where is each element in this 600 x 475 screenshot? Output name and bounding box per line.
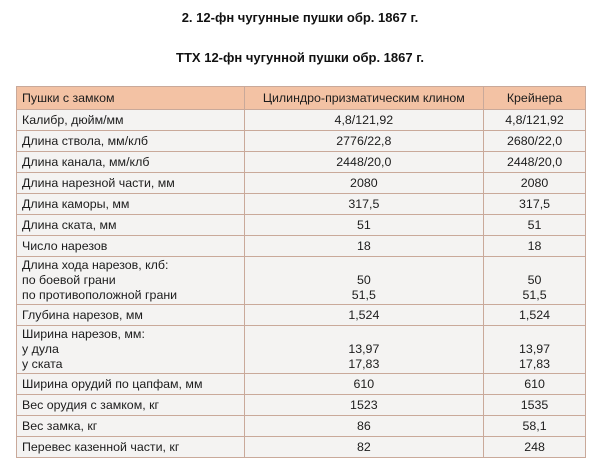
- cell-text: [250, 327, 479, 342]
- cell-text: 2448/20,0: [336, 154, 392, 169]
- cell-text: 1535: [520, 397, 549, 412]
- wedge-value-cell: [244, 374, 484, 395]
- kreiner-value-cell: [484, 437, 586, 458]
- wedge-value-cell: [244, 110, 484, 131]
- cell-text: Вес замка, кг: [22, 418, 98, 433]
- cell-text: Глубина нарезов, мм: [22, 307, 143, 322]
- cell-text: Длина ствола, мм/клб: [22, 133, 149, 148]
- cell-text: 51,5: [522, 288, 547, 302]
- row-label-cell: [17, 416, 245, 437]
- row-label-cell: [17, 374, 245, 395]
- cell-text: 17,83: [519, 357, 551, 371]
- row-label-cell: [17, 131, 245, 152]
- wedge-value-cell: [244, 194, 484, 215]
- cell-text: 4,8/121,92: [505, 112, 564, 127]
- cell-text: 1,524: [519, 307, 551, 322]
- wedge-value-cell: [244, 326, 484, 374]
- cell-text: 51,5: [351, 288, 376, 302]
- cell-text: 2080: [350, 175, 378, 190]
- cell-text: Перевес казенной части, кг: [22, 439, 180, 454]
- kreiner-value-cell: [484, 305, 586, 326]
- header-cell-wedge-breech: Цилиндро-призматическим клином: [244, 87, 484, 110]
- page-title: 2. 12-фн чугунные пушки обр. 1867 г.: [181, 10, 419, 25]
- table-row: [17, 395, 586, 416]
- row-label-cell: [17, 257, 245, 305]
- cell-text: 317,5: [348, 196, 380, 211]
- kreiner-value-cell: [484, 194, 586, 215]
- row-label-cell: [17, 437, 245, 458]
- table-row: [17, 437, 586, 458]
- table-row: [17, 326, 586, 374]
- cell-text: 58,1: [522, 418, 547, 433]
- table-row: [17, 131, 586, 152]
- row-label-cell: [17, 236, 245, 257]
- kreiner-value-cell: [484, 395, 586, 416]
- table-row: [17, 215, 586, 236]
- table-row: [17, 305, 586, 326]
- kreiner-value-cell: [484, 173, 586, 194]
- cell-text: 13,97: [519, 342, 551, 356]
- table-row: [17, 152, 586, 173]
- cell-text: 2776/22,8: [336, 133, 392, 148]
- cell-text: по противоположной грани: [22, 288, 178, 302]
- row-label-cell: [17, 395, 245, 416]
- cell-text: 18: [356, 238, 371, 253]
- row-label-cell: [17, 326, 245, 374]
- cell-text: [489, 327, 580, 342]
- table-title: ТТХ 12-фн чугунной пушки обр. 1867 г.: [176, 50, 424, 65]
- wedge-value-cell: [244, 416, 484, 437]
- cell-text: 248: [524, 439, 545, 454]
- wedge-value-cell: [244, 257, 484, 305]
- kreiner-value-cell: [484, 374, 586, 395]
- cell-text: Ширина нарезов, мм:: [22, 327, 145, 341]
- kreiner-value-cell: [484, 257, 586, 305]
- cell-text: 2680/22,0: [506, 133, 563, 148]
- cell-text: Длина ската, мм: [22, 217, 117, 232]
- cell-text: 610: [524, 376, 545, 391]
- cell-text: 50: [356, 273, 371, 287]
- row-label-cell: [17, 173, 245, 194]
- cell-text: 317,5: [519, 196, 551, 211]
- row-label-cell: [17, 152, 245, 173]
- kreiner-value-cell: [484, 215, 586, 236]
- cell-text: Ширина орудий по цапфам, мм: [22, 376, 203, 391]
- wedge-value-cell: [244, 152, 484, 173]
- row-label-cell: [17, 194, 245, 215]
- cell-text: 82: [356, 439, 371, 454]
- row-label-cell: [17, 110, 245, 131]
- header-cell-kreiner-breech: Крейнера: [484, 87, 586, 110]
- cell-text: 51: [356, 217, 371, 232]
- kreiner-value-cell: [484, 236, 586, 257]
- cell-text: Длина нарезной части, мм: [22, 175, 175, 190]
- cell-text: 18: [527, 238, 542, 253]
- cell-text: у ската: [22, 357, 63, 371]
- table-row: [17, 110, 586, 131]
- cell-text: 86: [356, 418, 371, 433]
- table-row: [17, 257, 586, 305]
- table-header-row: [17, 87, 586, 110]
- header-cell-guns: Пушки с замком: [17, 87, 245, 110]
- wedge-value-cell: [244, 131, 484, 152]
- cell-text: Вес орудия с замком, кг: [22, 397, 160, 412]
- kreiner-value-cell: [484, 416, 586, 437]
- cell-text: 1,524: [348, 307, 380, 322]
- cell-text: 13,97: [348, 342, 380, 356]
- cell-text: 51: [527, 217, 542, 232]
- cell-text: Длина канала, мм/клб: [22, 154, 150, 169]
- cell-text: Калибр, дюйм/мм: [22, 112, 124, 127]
- wedge-value-cell: [244, 395, 484, 416]
- row-label-cell: [17, 305, 245, 326]
- cell-text: 17,83: [348, 357, 380, 371]
- cell-text: Длина каморы, мм: [22, 196, 130, 211]
- cell-text: Число нарезов: [22, 238, 108, 253]
- cell-text: у дула: [22, 342, 59, 356]
- kreiner-value-cell: [484, 131, 586, 152]
- cell-text: по боевой грани: [22, 273, 116, 287]
- cell-text: [489, 258, 580, 273]
- wedge-value-cell: [244, 437, 484, 458]
- kreiner-value-cell: [484, 326, 586, 374]
- row-label-cell: [17, 215, 245, 236]
- kreiner-value-cell: [484, 110, 586, 131]
- cell-text: Длина хода нарезов, клб:: [22, 258, 169, 272]
- cell-text: 1523: [350, 397, 378, 412]
- wedge-value-cell: [244, 236, 484, 257]
- table-row: [17, 173, 586, 194]
- wedge-value-cell: [244, 173, 484, 194]
- wedge-value-cell: [244, 215, 484, 236]
- cell-text: 610: [353, 376, 375, 391]
- cell-text: 2080: [520, 175, 549, 190]
- wedge-value-cell: [244, 305, 484, 326]
- table-row: [17, 416, 586, 437]
- table-row: [17, 194, 586, 215]
- cell-text: 4,8/121,92: [334, 112, 394, 127]
- cell-text: 2448/20,0: [506, 154, 563, 169]
- specs-table: [16, 86, 586, 458]
- table-row: [17, 236, 586, 257]
- cell-text: [250, 258, 479, 273]
- cell-text: 50: [527, 273, 542, 287]
- table-row: [17, 374, 586, 395]
- kreiner-value-cell: [484, 152, 586, 173]
